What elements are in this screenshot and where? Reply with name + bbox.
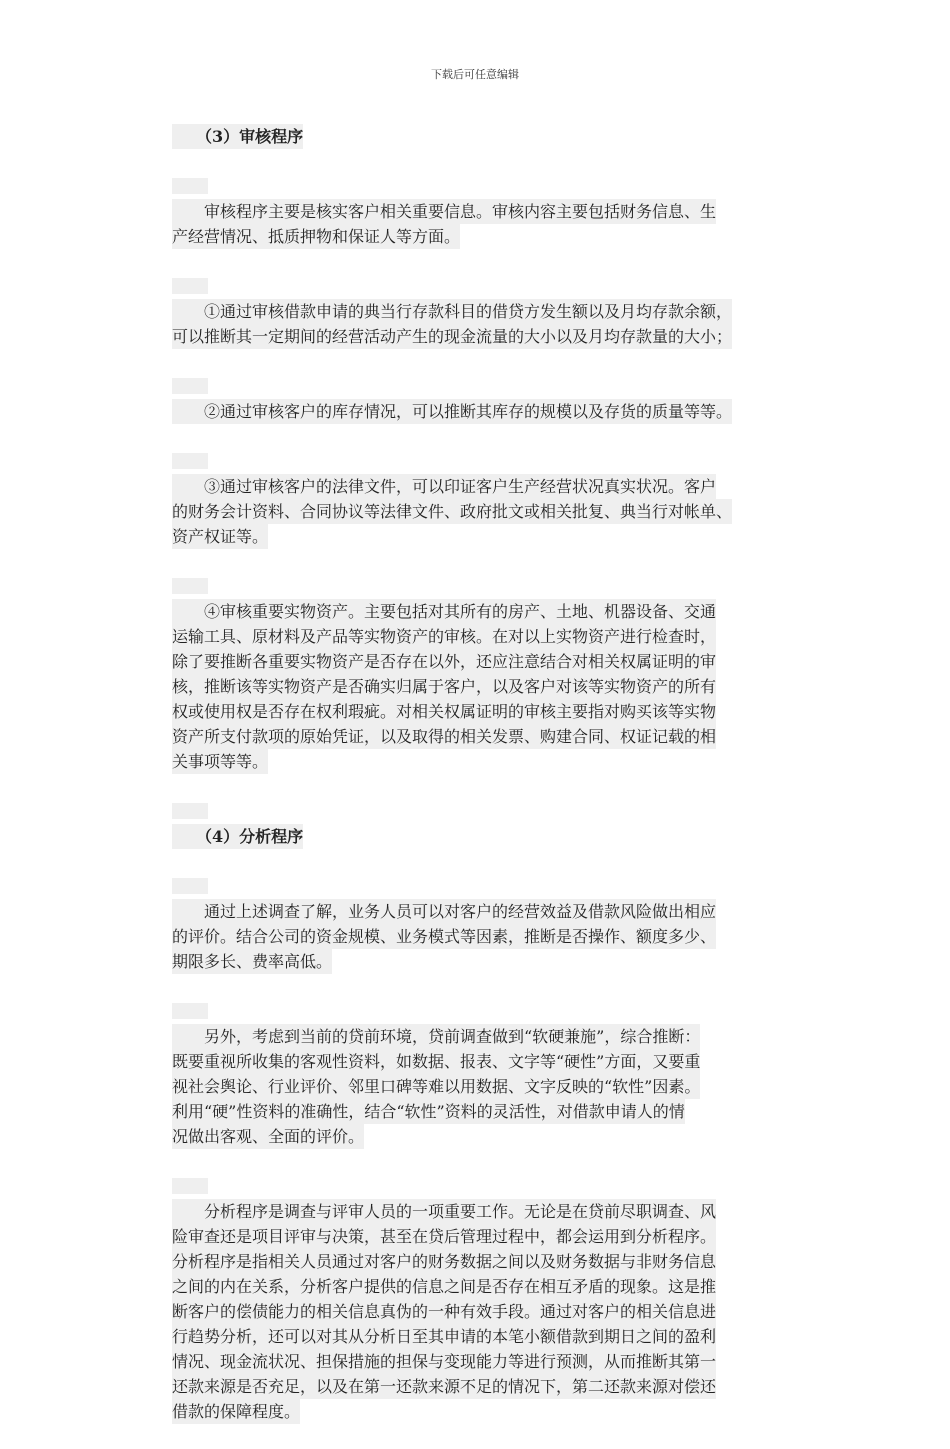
paragraph: [172, 1024, 827, 1149]
paragraph-line: 的财务会计资料、合同协议等法律文件、政府批文或相关批复、典当行对帐单、: [172, 499, 732, 524]
paragraph-line: 资产所支付款项的原始凭证，以及取得的相关发票、购建合同、权证记载的相: [172, 724, 716, 749]
document-body: [172, 124, 827, 1449]
heading-text: （3）审核程序: [172, 124, 303, 149]
blank-line: [172, 578, 208, 594]
paragraph-line: 还款来源是否充足，以及在第一还款来源不足的情况下，第二还款来源对偿还: [172, 1374, 716, 1399]
paragraph-line: 核，推断该等实物资产是否确实归属于客户，以及客户对该等实物资产的所有: [172, 674, 716, 699]
paragraph-spacing: [172, 974, 827, 999]
paragraph-spacing: [172, 1149, 827, 1174]
paragraph: [172, 899, 827, 974]
paragraph-line: 期限多长、费率高低。: [172, 949, 332, 974]
paragraph-line: 的评价。结合公司的资金规模、业务模式等因素，推断是否操作、额度多少、: [172, 924, 716, 949]
blank-line: [172, 178, 208, 194]
paragraph-spacing: [172, 1424, 827, 1449]
paragraph-line: 除了要推断各重要实物资产是否存在以外，还应注意结合对相关权属证明的审: [172, 649, 716, 674]
paragraph-line: 权或使用权是否存在权利瑕疵。对相关权属证明的审核主要指对购买该等实物: [172, 699, 716, 724]
paragraph-line: 分析程序是调查与评审人员的一项重要工作。无论是在贷前尽职调查、风: [172, 1199, 716, 1224]
paragraph: [172, 474, 827, 549]
blank-line: [172, 378, 208, 394]
paragraph-line: 另外，考虑到当前的贷前环境，贷前调查做到“软硬兼施”，综合推断：: [172, 1024, 700, 1049]
paragraph-spacing: [172, 249, 827, 274]
paragraph-line: ②通过审核客户的库存情况，可以推断其库存的规模以及存货的质量等等。: [172, 399, 732, 424]
paragraph-spacing: [172, 149, 827, 174]
paragraph: [172, 299, 827, 349]
paragraph-line: 利用“硬”性资料的准确性，结合“软性”资料的灵活性，对借款申请人的情: [172, 1099, 685, 1124]
paragraph: [172, 599, 827, 774]
paragraph-line: 之间的内在关系，分析客户提供的信息之间是否存在相互矛盾的现象。这是推: [172, 1274, 716, 1299]
paragraph-line: 况做出客观、全面的评价。: [172, 1124, 364, 1149]
blank-line: [172, 453, 208, 469]
paragraph-spacing: [172, 424, 827, 449]
paragraph: [172, 399, 827, 424]
blank-line: [172, 1178, 208, 1194]
paragraph-line: ③通过审核客户的法律文件，可以印证客户生产经营状况真实状况。客户: [172, 474, 716, 499]
paragraph-line: 资产权证等。: [172, 524, 268, 549]
paragraph-line: 产经营情况、抵质押物和保证人等方面。: [172, 224, 460, 249]
paragraph-line: 断客户的偿债能力的相关信息真伪的一种有效手段。通过对客户的相关信息进: [172, 1299, 716, 1324]
paragraph: [172, 199, 827, 249]
section-heading: [172, 124, 827, 149]
paragraph-spacing: [172, 774, 827, 799]
paragraph-spacing: [172, 549, 827, 574]
paragraph-line: 分析程序是指相关人员通过对客户的财务数据之间以及财务数据与非财务信息: [172, 1249, 716, 1274]
paragraph-line: 通过上述调查了解，业务人员可以对客户的经营效益及借款风险做出相应: [172, 899, 716, 924]
heading-text: （4）分析程序: [172, 824, 303, 849]
blank-line: [172, 278, 208, 294]
paragraph: [172, 1199, 827, 1424]
paragraph-line: 借款的保障程度。: [172, 1399, 300, 1424]
paragraph-line: 情况、现金流状况、担保措施的担保与变现能力等进行预测，从而推断其第一: [172, 1349, 716, 1374]
paragraph-line: ④审核重要实物资产。主要包括对其所有的房产、土地、机器设备、交通: [172, 599, 716, 624]
paragraph-line: 审核程序主要是核实客户相关重要信息。审核内容主要包括财务信息、生: [172, 199, 716, 224]
blank-line: [172, 1003, 208, 1019]
paragraph-line: 运输工具、原材料及产品等实物资产的审核。在对以上实物资产进行检查时，: [172, 624, 716, 649]
blank-line: [172, 803, 208, 819]
page-header: 下载后可任意编辑: [431, 68, 519, 81]
paragraph-line: 险审查还是项目评审与决策，甚至在贷后管理过程中，都会运用到分析程序。: [172, 1224, 716, 1249]
blank-line: [172, 878, 208, 894]
paragraph-line: 视社会舆论、行业评价、邻里口碑等难以用数据、文字反映的“软性”因素。: [172, 1074, 700, 1099]
paragraph-line: ①通过审核借款申请的典当行存款科目的借贷方发生额以及月均存款余额，: [172, 299, 732, 324]
paragraph-spacing: [172, 349, 827, 374]
paragraph-spacing: [172, 849, 827, 874]
paragraph-line: 可以推断其一定期间的经营活动产生的现金流量的大小以及月均存款量的大小；: [172, 324, 732, 349]
paragraph-line: 行趋势分析，还可以对其从分析日至其申请的本笔小额借款到期日之间的盈利: [172, 1324, 716, 1349]
paragraph-line: 既要重视所收集的客观性资料，如数据、报表、文字等“硬性”方面，又要重: [172, 1049, 700, 1074]
section-heading: [172, 824, 827, 849]
paragraph-line: 关事项等等。: [172, 749, 268, 774]
